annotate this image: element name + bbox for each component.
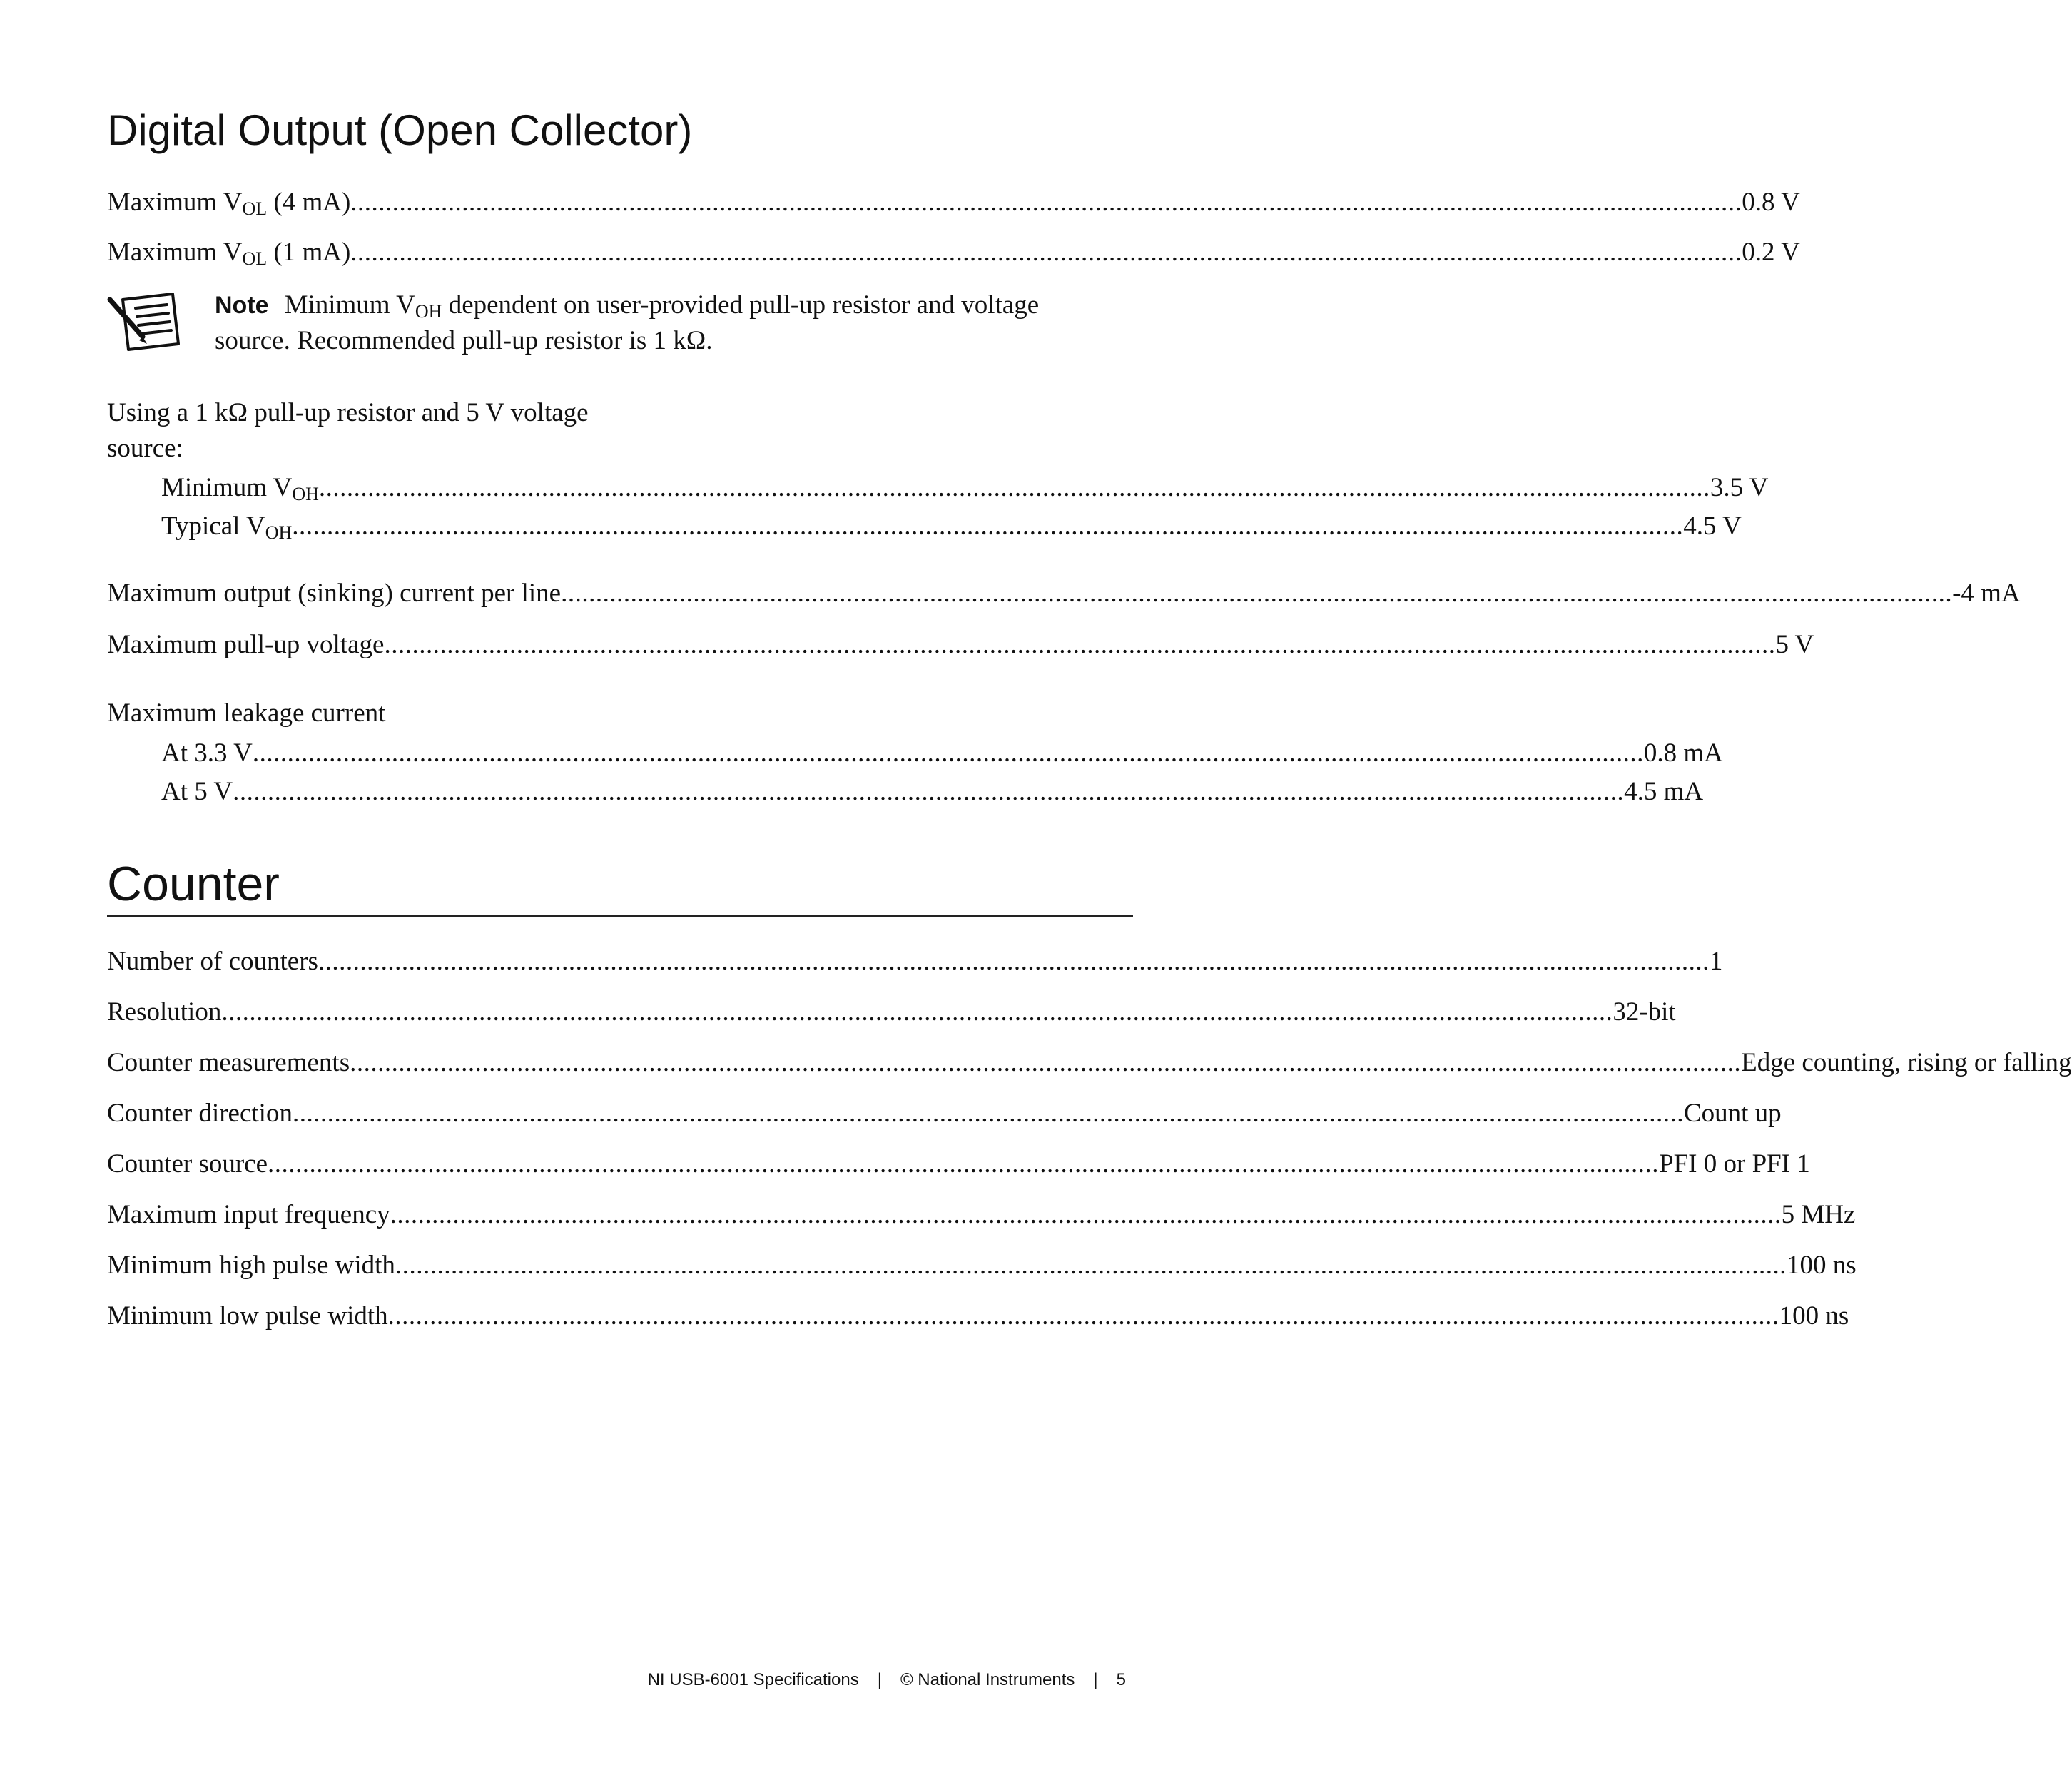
page-footer (648, 1670, 1126, 1690)
spec-row-min-voh (161, 472, 1769, 504)
spec-value: 0.2 V (1742, 238, 1800, 267)
counter-spec-row (107, 1098, 1782, 1129)
spec-value: 100 ns (1779, 1301, 1849, 1331)
spec-value: 0.8 V (1742, 188, 1800, 217)
spec-label: Counter measurements (107, 1048, 350, 1077)
counter-spec-row (107, 1301, 1849, 1332)
counter-spec-row (107, 1199, 1856, 1231)
spec-row-max-vol-1ma (107, 237, 1800, 269)
dot-leader: ........................................................................................................................................................................................................ (318, 947, 1710, 976)
spec-label: Resolution (107, 997, 222, 1027)
dot-leader: ........................................................................................................................................................................................................ (350, 1048, 1742, 1077)
spec-value: PFI 0 or PFI 1 (1659, 1149, 1810, 1179)
spec-row-max-pullup-voltage (107, 629, 1814, 661)
spec-label: Maximum output (sinking) current per line (107, 579, 562, 608)
dot-leader: ........................................................................................................................................................................................................ (318, 473, 1710, 502)
pullup-condition-line-1: Using a 1 kΩ pull-up resistor and 5 V voltage (107, 398, 589, 427)
spec-label: Maximum pull-up voltage (107, 630, 385, 659)
dot-leader: ........................................................................................................................................................................................................ (268, 1149, 1660, 1179)
footer-separator: | (1093, 1670, 1098, 1689)
section-divider (107, 915, 1133, 917)
spec-label: Maximum input frequency (107, 1200, 390, 1229)
counter-spec-row (107, 946, 1723, 977)
spec-label: Maximum $V_{OL}$ (4 mA) (107, 188, 351, 219)
spec-value: 32-bit (1613, 997, 1676, 1027)
spec-value: Count up (1683, 1099, 1782, 1128)
spec-label: Number of counters (107, 947, 318, 976)
dot-leader: ........................................................................................................................................................................................................ (350, 238, 1742, 267)
spec-row-leak-5v (161, 776, 1704, 808)
spec-row-typical-voh (161, 511, 1742, 543)
counter-spec-row (107, 1250, 1857, 1281)
dot-leader: ........................................................................................................................................................................................................ (387, 1301, 1779, 1331)
section-title-counter: Counter (107, 857, 280, 911)
counter-spec-row (107, 997, 1676, 1028)
spec-row-max-vol-4ma (107, 187, 1800, 219)
spec-row-max-output-current (107, 578, 2021, 609)
note-line-1: Note Minimum $V_{OH}$ dependent on user-provided pull-up resistor and voltage (215, 290, 1040, 322)
dot-leader: ........................................................................................................................................................................................................ (384, 630, 1776, 659)
spec-label: Counter direction (107, 1099, 293, 1128)
spec-value: -4 mA (1952, 579, 2021, 608)
section-title-digital-output: Digital Output (Open Collector) (107, 106, 693, 154)
spec-label: Maximum $V_{OL}$ (1 mA) (107, 238, 351, 269)
dot-leader: ........................................................................................................................................................................................................ (292, 512, 1684, 541)
dot-leader: ........................................................................................................................................................................................................ (395, 1251, 1787, 1280)
dot-leader: ........................................................................................................................................................................................................ (350, 188, 1742, 217)
spec-value: 5 MHz (1781, 1200, 1856, 1229)
dot-leader: ........................................................................................................................................................................................................ (390, 1200, 1782, 1229)
spec-value: 5 V (1775, 630, 1814, 659)
footer-company: © National Instruments (900, 1670, 1075, 1689)
dot-leader: ........................................................................................................................................................................................................ (221, 997, 1613, 1027)
note-line-2: source. Recommended pull-up resistor is 1 kΩ. (215, 326, 713, 355)
spec-value: 4.5 V (1683, 512, 1742, 541)
spec-value: 4.5 mA (1624, 777, 1704, 806)
counter-spec-row (107, 1149, 1810, 1180)
footer-page-number: 5 (1116, 1670, 1126, 1689)
leakage-heading: Maximum leakage current (107, 698, 386, 728)
footer-doc-title: NI USB-6001 Specifications (647, 1670, 859, 1689)
dot-leader: ........................................................................................................................................................................................................ (252, 738, 1644, 768)
spec-value: 3.5 V (1710, 473, 1769, 502)
spec-value: Edge counting, rising or falling (1741, 1048, 2072, 1077)
dot-leader: ........................................................................................................................................................................................................ (561, 579, 1953, 608)
note-heading: Note (215, 292, 269, 319)
footer-separator: | (877, 1670, 882, 1689)
note-icon (107, 293, 186, 357)
spec-value: 0.8 mA (1643, 738, 1723, 768)
dot-leader: ........................................................................................................................................................................................................ (233, 777, 1625, 806)
spec-label: Minimum low pulse width (107, 1301, 388, 1331)
spec-label: At 5 V (161, 777, 233, 806)
spec-row-leak-3v3 (161, 738, 1723, 769)
spec-label: Minimum $V_{OH}$ (161, 473, 319, 504)
spec-value: 100 ns (1786, 1251, 1857, 1280)
spec-label: Counter source (107, 1149, 268, 1179)
note-block (215, 288, 1039, 359)
counter-spec-row (107, 1047, 2072, 1079)
dot-leader: ........................................................................................................................................................................................................ (292, 1099, 1684, 1128)
spec-label: At 3.3 V (161, 738, 253, 768)
spec-label: Minimum high pulse width (107, 1251, 395, 1280)
pullup-condition-line-2: source: (107, 434, 183, 463)
spec-label: Typical $V_{OH}$ (161, 512, 293, 543)
spec-value: 1 (1709, 947, 1723, 976)
